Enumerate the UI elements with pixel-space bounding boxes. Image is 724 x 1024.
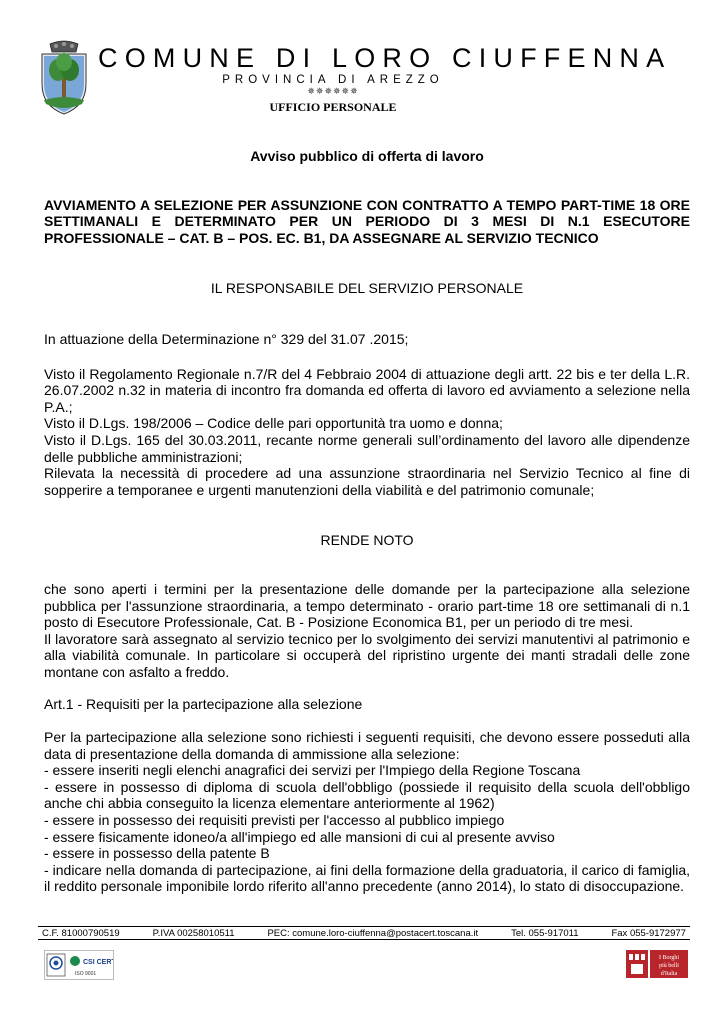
borghi-line: più belli [659, 963, 679, 969]
municipality-title: COMUNE DI LORO CIUFFENNA [98, 43, 672, 73]
fax-number: Fax 055-9172977 [611, 928, 686, 939]
decorative-stars: ✵✵✵✵✵✵ [307, 86, 359, 96]
premises-block [44, 366, 690, 499]
article-1-intro: Per la partecipazione alla selezione sono richiesti i seguenti requisiti, che devono essere posseduti alla data di presentazione della domanda di ammissione alla selezione: [44, 729, 690, 762]
requirements-block [44, 729, 690, 895]
requirement-item: - essere in possesso di diploma di scuola dell'obbligo (possiede il requisito della scuola dell'obbligo anche chi abbia conseguito la licenza elementare anteriormente al 1962) [44, 778, 690, 812]
cert-label: CSI CERT [83, 959, 113, 966]
premise-item: Rilevata la necessità di procedere ad una assunzione straordinaria nel Servizio Tecnico al fine di sopperire a temporanee e urgenti manutenzioni della viabilità e del patrimonio comunale; [44, 465, 690, 498]
article-1-title: Art.1 - Requisiti per la partecipazione alla selezione [44, 696, 363, 713]
quality-certification-logo [44, 950, 114, 980]
responsible-title: IL RESPONSABILE DEL SERVIZIO PERSONALE [210, 280, 524, 297]
phone-number: Tel. 055-917011 [511, 928, 579, 939]
fiscal-code: C.F. 81000790519 [42, 928, 120, 939]
intro-paragraph: Il lavoratore sarà assegnato al servizio tecnico per lo svolgimento dei servizi manutentivi al patrimonio e alla viabilità comunale. In particolare si occuperà del ripristino urgente dei manti stradali delle zone montane con asfalto a freddo. [44, 630, 690, 680]
requirement-item: - essere fisicamente idoneo/a all'impiego ed alle mansioni di cui al presente avviso [44, 828, 555, 845]
premise-item: Visto il Regolamento Regionale n.7/R del 4 Febbraio 2004 di attuazione degli artt. 22 bis e ter della L.R. 26.07.2002 n.32 in materia di incontro fra domanda ed offerta di lavoro ed avviamento a selezione nella P.A.; [44, 365, 690, 415]
requirement-item: - essere in possesso dei requisiti previsti per l'accesso al pubblico impiego [44, 812, 505, 829]
vat-number: P.IVA 00258010511 [152, 928, 235, 939]
premise-item: Visto il D.Lgs. 165 del 30.03.2011, recante norme generali sull’ordinamento del lavoro alle dipendenze delle pubbliche amministrazioni; [44, 431, 690, 465]
office-name: UFFICIO PERSONALE [269, 100, 397, 114]
intro-paragraph: che sono aperti i termini per la presentazione delle domande per la partecipazione alla selezione pubblica per l'assunzione straordinaria, a tempo determinato - orario part-time 18 ore settimanali di n.1 posto di Esecutore Professionale, Cat. B - Posizione Economica B1, per un periodo di tre mesi. [44, 580, 690, 631]
document-body [44, 148, 690, 895]
footer-contact-bar [38, 926, 690, 940]
rende-noto-heading: RENDE NOTO [320, 532, 414, 549]
requirement-item: - essere in possesso della patente B [44, 845, 270, 862]
pec-address: PEC: comune.loro-ciuffenna@postacert.toscana.it [267, 928, 479, 939]
notice-heading: Avviso pubblico di offerta di lavoro [250, 148, 484, 164]
iso-label: ISO 9001 [75, 971, 97, 977]
province-subtitle: PROVINCIA DI AREZZO [222, 74, 444, 86]
certification-badge-icon [45, 951, 113, 979]
borghi-piu-belli-logo [626, 948, 688, 980]
requirement-item: - essere inseriti negli elenchi anagrafici dei servizi per l'Impiego della Regione Toscana [44, 762, 581, 779]
requirement-item: - indicare nella domanda di partecipazione, ai fini della formazione della graduatoria, il carico di famiglia, il reddito personale imponibile lordo riferito all'anno precedente (anno 2014), lo stato di disoccupazione. [44, 861, 690, 895]
determination-reference: In attuazione della Determinazione n° 329 del 31.07 .2015; [44, 330, 409, 347]
municipal-crest-icon [38, 40, 90, 116]
intro-block [44, 581, 690, 681]
borghi-line: d'Italia [660, 971, 678, 977]
premise-item: Visto il D.Lgs. 198/2006 – Codice delle pari opportunità tra uomo e donna; [44, 415, 503, 432]
notice-subject: AVVIAMENTO A SELEZIONE PER ASSUNZIONE CON CONTRATTO A TEMPO PART-TIME 18 ORE SETTIMANALI E DETERMINATO PER UN PERIODO DI 3 MESI DI N.1 ESECUTORE PROFESSIONALE – CAT. B – POS. EC. B1, DA ASSEGNARE AL SERVIZIO TECNICO [44, 196, 690, 246]
borghi-line: I Borghi [658, 955, 680, 961]
